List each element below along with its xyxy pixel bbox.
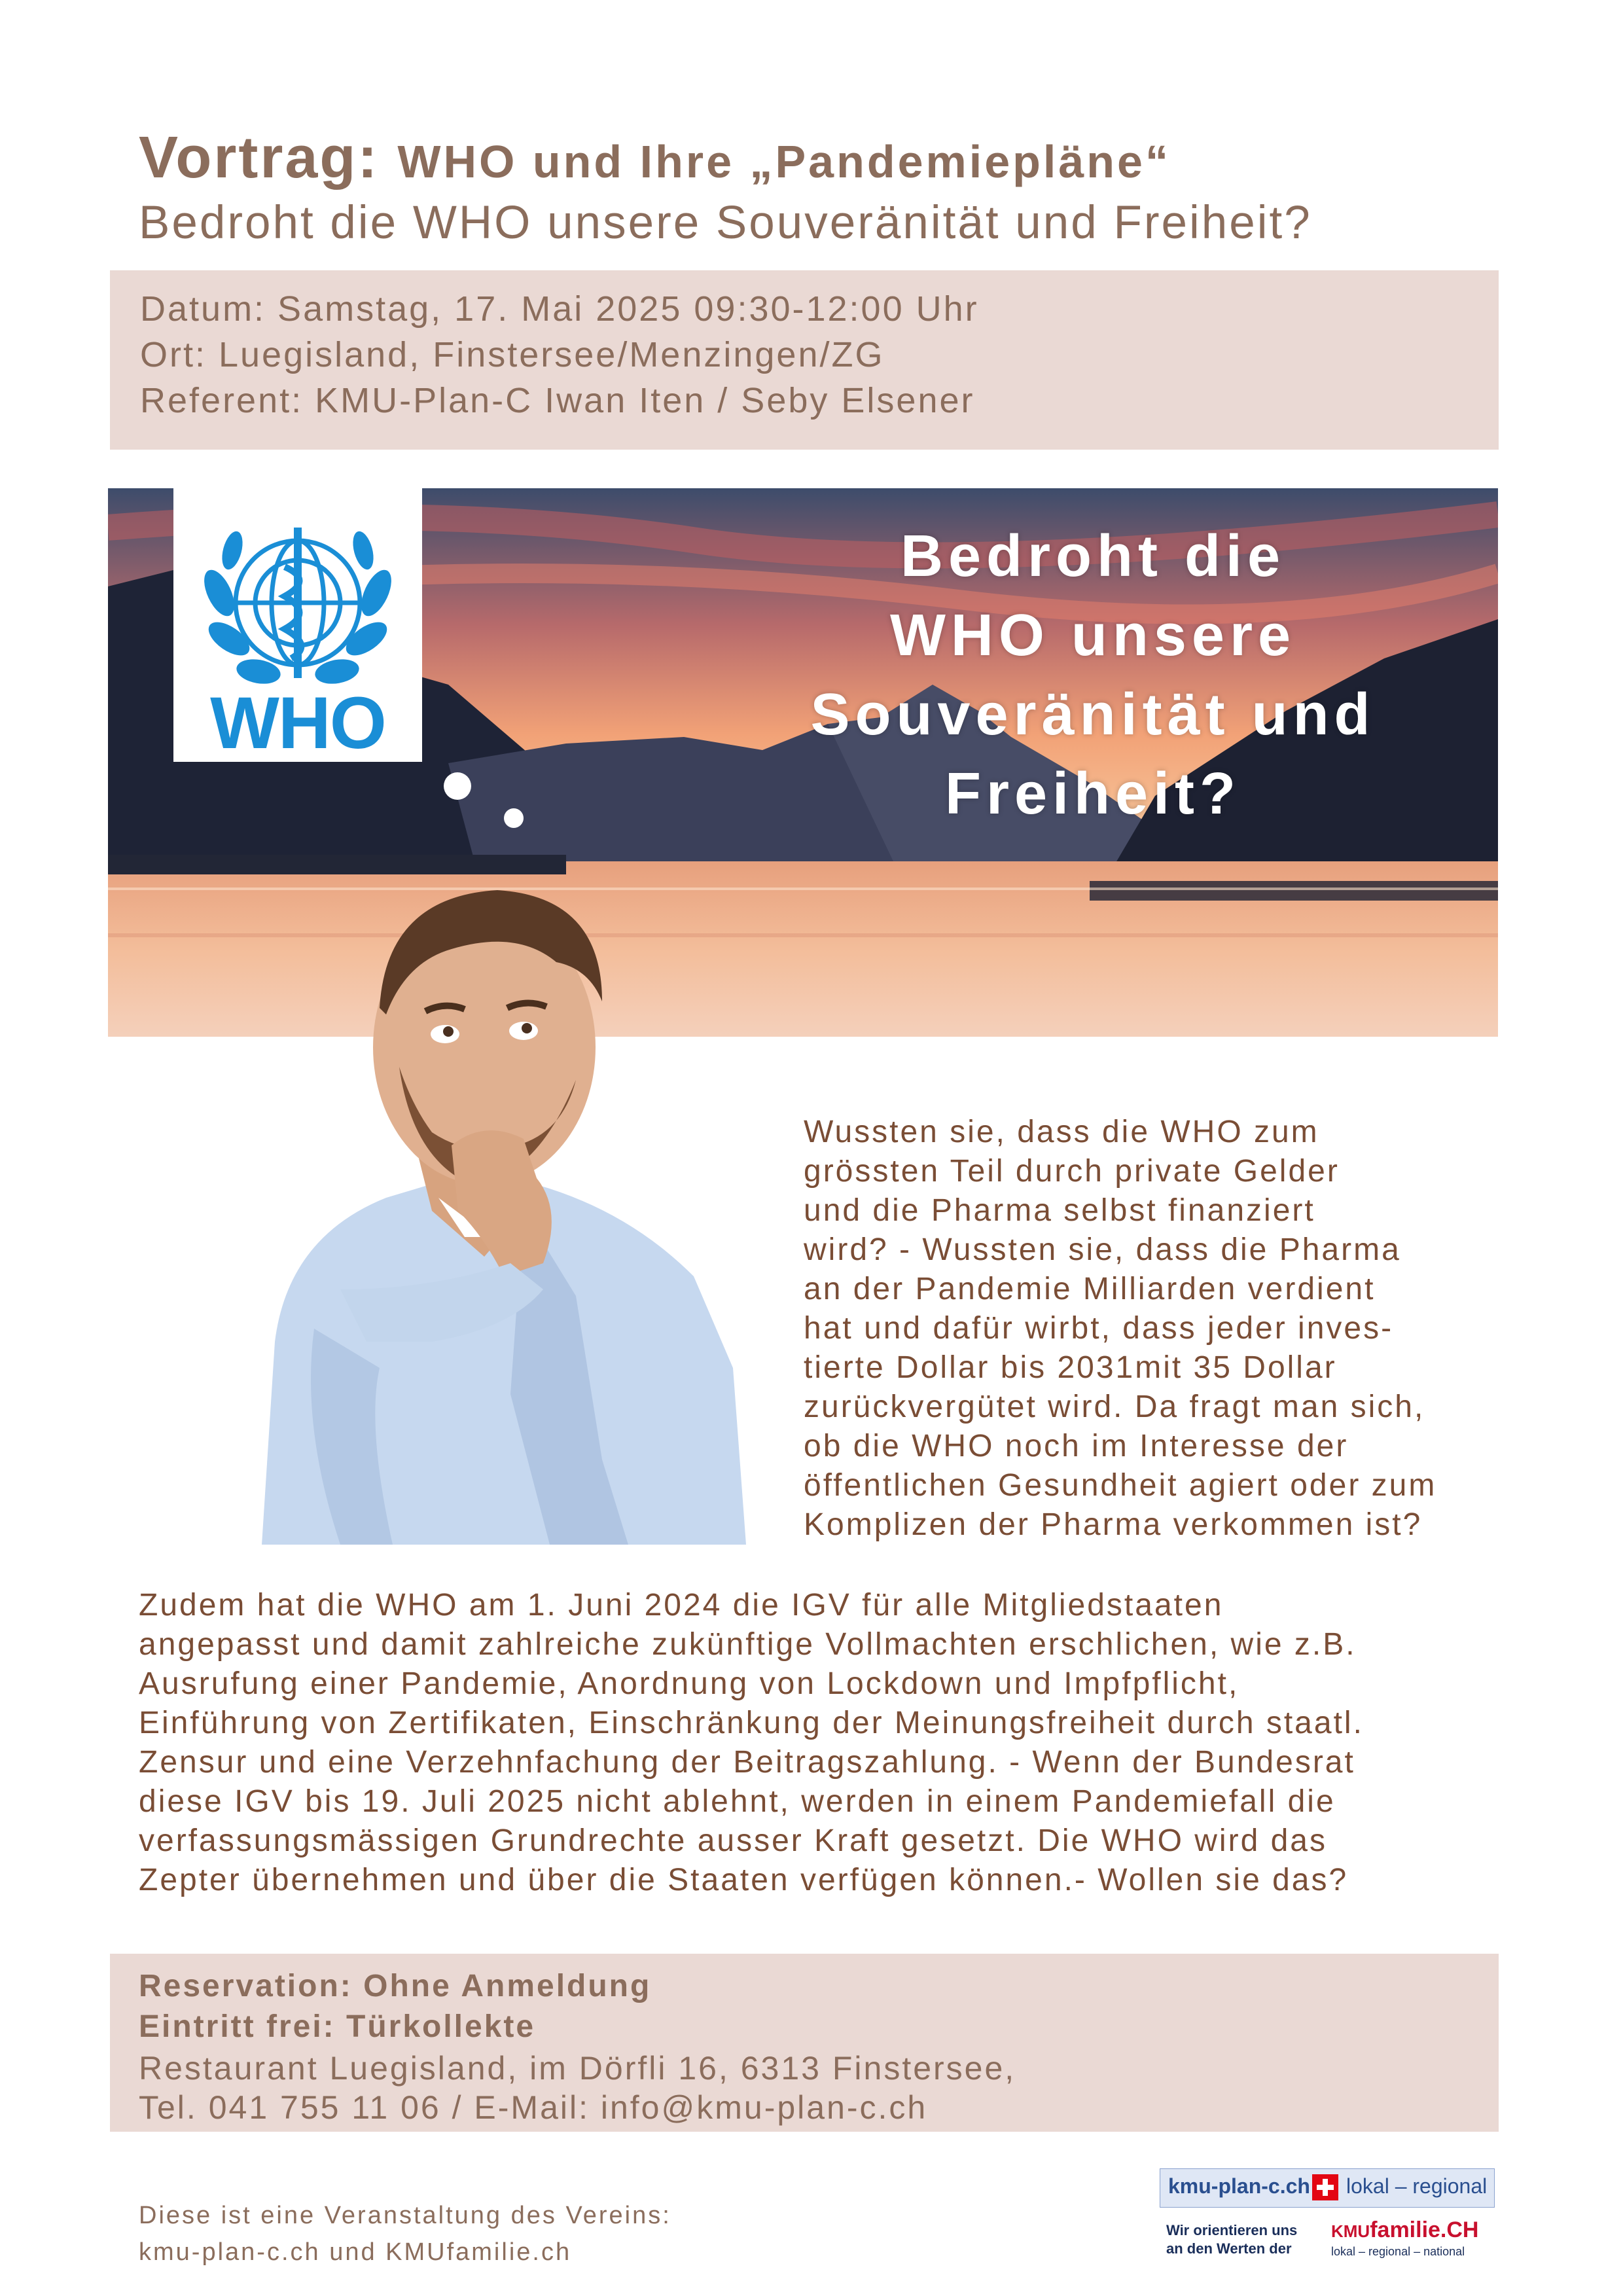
paragraph-line: Komplizen der Pharma verkommen ist? [804,1507,1423,1542]
orientation-text [1166,2221,1297,2258]
orientation-line: Wir orientieren uns [1166,2222,1298,2238]
paragraph-line: hat und dafür wirbt, dass jeder inves- [804,1311,1394,1346]
familie-wordmark: familie.CH [1370,2217,1479,2242]
thinking-man-image [236,870,746,1545]
paragraph-line: Einführung von Zertifikaten, Einschränkung der Meinungsfreiheit durch staatl. [139,1706,1364,1740]
paragraph-line: und die Pharma selbst finanziert [804,1193,1315,1228]
thought-bubble-large [444,772,471,800]
paragraph-line: Zepter übernehmen und über die Staaten verfügen können.- Wollen sie das? [139,1863,1349,1897]
paragraph-line: wird? - Wussten sie, dass die Pharma [804,1232,1401,1267]
hero-heading [707,517,1479,834]
kmufamilie-wordmark [1331,2217,1478,2243]
paragraph-line: Zudem hat die WHO am 1. Juni 2024 die IGV für alle Mitgliedstaaten [139,1588,1224,1623]
kmufamilie-tagline: lokal – regional – national [1331,2245,1465,2258]
main-paragraph [139,1586,1500,1900]
paragraph-line: ob die WHO noch im Interesse der [804,1429,1349,1463]
paragraph-line: an der Pandemie Milliarden verdient [804,1272,1376,1306]
swiss-flag-icon [1312,2174,1338,2200]
hero-heading-line: Souveränität und [810,682,1376,747]
footer-line: kmu-plan-c.ch und KMUfamilie.ch [139,2238,572,2266]
intro-paragraph [804,1113,1497,1545]
footer-text [139,2197,671,2270]
paragraph-line: grössten Teil durch private Gelder [804,1154,1340,1189]
paragraph-line: Wussten sie, dass die WHO zum [804,1115,1319,1149]
who-logo-text: WHO [210,682,385,764]
thinking-man-illustration [236,870,746,1545]
paragraph-line: diese IGV bis 19. Juli 2025 nicht ablehnt, werden in einem Pandemiefall die [139,1784,1336,1819]
kmu-wordmark: KMU [1331,2221,1370,2241]
kmu-plan-c-text: kmu-plan-c.ch [1168,2174,1310,2198]
kmufamilie-logo [1160,2217,1500,2263]
entry-line: Eintritt frei: Türkollekte [139,2009,536,2044]
hero-heading-line: Freiheit? [944,761,1241,827]
address-line: Restaurant Luegisland, im Dörfli 16, 6313 Finstersee, [139,2050,1016,2087]
orientation-line: an den Werten der [1166,2240,1292,2257]
hero-heading-line: Bedroht die [900,524,1285,589]
reservation-line: Reservation: Ohne Anmeldung [139,1969,652,2003]
event-date: Datum: Samstag, 17. Mai 2025 09:30-12:00 Uhr [140,289,979,329]
lokal-regional-text: lokal – regional [1346,2174,1488,2198]
vortrag-label: Vortrag: [139,125,380,190]
kmu-plan-c-logo [1160,2168,1495,2208]
paragraph-line: verfassungsmässigen Grundrechte ausser Kraft gesetzt. Die WHO wird das [139,1823,1327,1858]
paragraph-line: tierte Dollar bis 2031mit 35 Dollar [804,1350,1337,1385]
paragraph-line: zurückvergütet wird. Da fragt man sich, [804,1390,1425,1424]
paragraph-line: öffentlichen Gesundheit agiert oder zum [804,1468,1437,1503]
paragraph-line: Zensur und eine Verzehnfachung der Beitragszahlung. - Wenn der Bundesrat [139,1745,1355,1780]
reservation-box [110,1954,1499,2132]
event-info-box [110,270,1499,450]
hero-heading-line: WHO unsere [889,603,1296,668]
page-title [139,124,1171,192]
footer-line: Diese ist eine Veranstaltung des Vereins: [139,2202,671,2229]
vortrag-topic: WHO und Ihre „Pandemiepläne“ [397,136,1171,187]
paragraph-line: Ausrufung einer Pandemie, Anordnung von Lockdown und Impfpflicht, [139,1666,1240,1701]
event-place: Ort: Luegisland, Finstersee/Menzingen/ZG [140,335,885,374]
event-speaker: Referent: KMU-Plan-C Iwan Iten / Seby Elsener [140,381,975,420]
thought-bubble-small [504,808,524,828]
page-subtitle: Bedroht die WHO unsere Souveränität und Freiheit? [139,197,1312,249]
paragraph-line: angepasst und damit zahlreiche zukünftige Vollmachten erschlichen, wie z.B. [139,1627,1357,1662]
contact-line: Tel. 041 755 11 06 / E-Mail: info@kmu-plan-c.ch [139,2089,928,2126]
